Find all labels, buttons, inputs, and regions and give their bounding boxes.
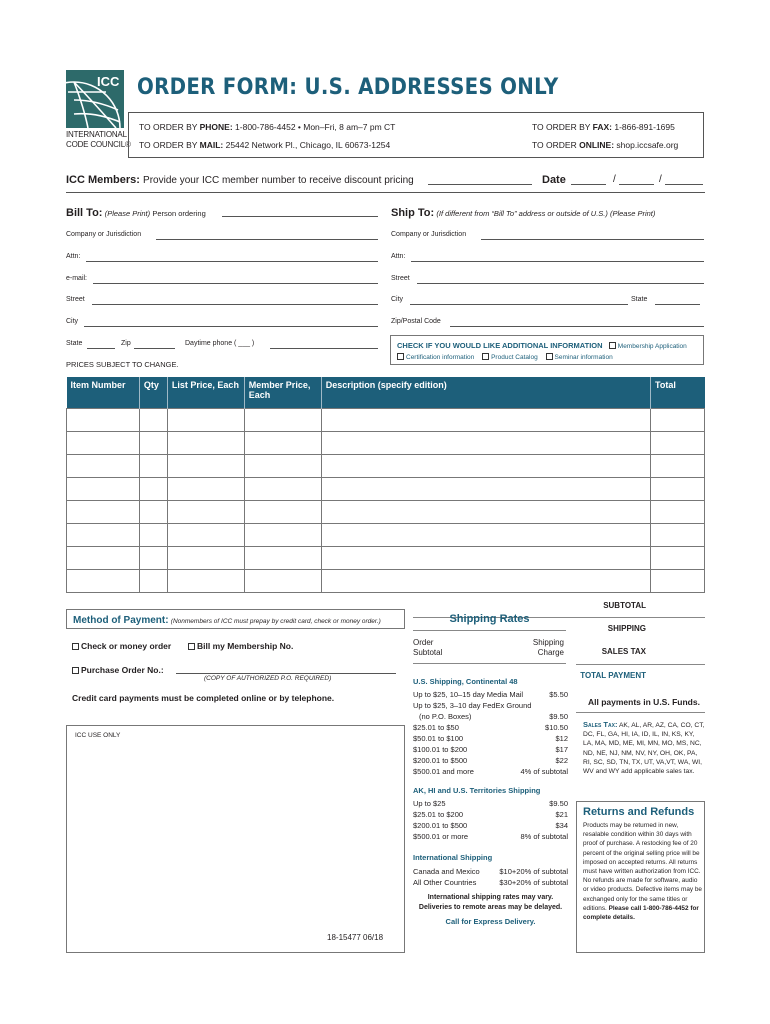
intl-shipping-title: International Shipping xyxy=(413,853,493,862)
ship-to-header: Ship To: (If different from “Bill To” address or outside of U.S.) (Please Print) xyxy=(391,207,656,219)
bill-membership-option[interactable]: Bill my Membership No. xyxy=(188,641,293,651)
table-cell[interactable] xyxy=(244,454,321,477)
rate-range: $500.01 and more xyxy=(413,767,474,776)
intl-shipping-note: International shipping rates may vary. Deliveries to remote areas may be delayed. xyxy=(418,894,563,911)
bill-phone-label: Daytime phone ( ___ ) xyxy=(185,340,255,347)
bill-email-field[interactable] xyxy=(93,275,378,284)
rate-range: $200.01 to $500 xyxy=(413,821,468,830)
bill-street-label: Street xyxy=(66,296,85,303)
table-cell[interactable] xyxy=(321,431,650,454)
order-fax: TO ORDER BY FAX: 1-866-891-1695 xyxy=(532,122,675,132)
table-cell[interactable] xyxy=(167,408,244,431)
table-cell[interactable] xyxy=(139,431,167,454)
table-cell[interactable] xyxy=(67,500,140,523)
table-cell[interactable] xyxy=(67,431,140,454)
ak-shipping-title: AK, HI and U.S. Territories Shipping xyxy=(413,786,541,795)
rate-charge: 8% of subtotal xyxy=(520,832,568,841)
shipping-rate-row xyxy=(413,809,568,820)
person-ordering-field[interactable] xyxy=(222,207,378,217)
rate-charge: $9.50 xyxy=(549,799,568,808)
divider xyxy=(413,663,566,664)
table-cell[interactable] xyxy=(67,523,140,546)
page-title: ORDER FORM: U.S. ADDRESSES ONLY xyxy=(137,75,559,100)
table-cell[interactable] xyxy=(67,569,140,592)
ship-company-field[interactable] xyxy=(481,231,704,240)
member-number-field[interactable] xyxy=(428,174,532,185)
bill-street-field[interactable] xyxy=(92,296,378,305)
table-row xyxy=(67,477,705,500)
icc-use-box xyxy=(66,725,405,953)
sales-tax-note: Sales Tax: AK, AL, AR, AZ, CA, CO, CT, DC, FL, GA, HI, IA, ID, IL, IN, KS, KY, LA, MA, MD, ME, MI, MN, MO, MS, NC, ND, NE, NJ, NM, NV, NY, OH, OK, PA, RI, SC, SD, TN, TX, UT, VA,VT, WA, WI, WV and WY add applicable sales tax. xyxy=(583,720,705,776)
table-cell[interactable] xyxy=(167,431,244,454)
bill-state-field[interactable] xyxy=(87,340,115,349)
ship-state-field[interactable] xyxy=(655,296,700,305)
rate-range: $25.01 to $50 xyxy=(413,723,459,732)
rate-range: $50.01 to $100 xyxy=(413,734,464,743)
table-cell[interactable] xyxy=(244,431,321,454)
sales-tax-label: SALES TAX xyxy=(601,647,646,656)
date-year-field[interactable] xyxy=(665,174,703,185)
payment-title: Method of Payment: (Nonmembers of ICC must prepay by credit card, check or money order.) xyxy=(73,615,381,626)
bill-state-label: State xyxy=(66,340,83,347)
divider xyxy=(576,664,705,665)
table-row xyxy=(67,500,705,523)
table-cell[interactable] xyxy=(67,546,140,569)
bill-city-field[interactable] xyxy=(84,318,378,327)
logo-text xyxy=(66,130,131,150)
table-cell[interactable] xyxy=(651,500,705,523)
rate-charge: $10.50 xyxy=(545,723,568,732)
returns-title: Returns and Refunds xyxy=(583,806,695,818)
table-cell[interactable] xyxy=(651,523,705,546)
date-slash-2: / xyxy=(659,174,662,185)
table-row xyxy=(67,454,705,477)
ship-city-label: City xyxy=(391,296,404,303)
rate-range: $25.01 to $200 xyxy=(413,810,464,819)
table-cell[interactable] xyxy=(321,454,650,477)
rate-range: (no P.O. Boxes) xyxy=(419,712,472,721)
shipping-rate-row xyxy=(413,755,568,766)
payment-header-box xyxy=(66,609,405,629)
table-cell[interactable] xyxy=(651,454,705,477)
ship-street-field[interactable] xyxy=(417,275,704,284)
table-cell[interactable] xyxy=(244,477,321,500)
table-row xyxy=(67,408,705,431)
table-row xyxy=(67,431,705,454)
bill-zip-field[interactable] xyxy=(134,340,175,349)
catalog-checkbox[interactable] xyxy=(482,353,489,360)
check-checkbox[interactable] xyxy=(72,643,79,650)
form-code: 18-15477 06/18 xyxy=(327,933,384,942)
po-note: (COPY OF AUTHORIZED P.O. REQUIRED) xyxy=(204,675,332,682)
shipping-rate-row xyxy=(413,831,568,842)
table-cell[interactable] xyxy=(244,408,321,431)
bill-attn-field[interactable] xyxy=(86,253,378,262)
table-cell[interactable] xyxy=(167,523,244,546)
rate-range: $500.01 or more xyxy=(413,832,469,841)
shipping-rate-row xyxy=(413,700,568,711)
shipping-rate-row xyxy=(413,711,568,722)
logo-line2: CODE COUNCIL® xyxy=(66,140,131,149)
credit-card-note: Credit card payments must be completed online or by telephone. xyxy=(72,693,335,703)
rate-charge: $5.50 xyxy=(549,690,568,699)
subtotal-label: SUBTOTAL xyxy=(603,601,646,610)
table-cell[interactable] xyxy=(139,454,167,477)
rate-range: $200.01 to $500 xyxy=(413,756,468,765)
table-cell[interactable] xyxy=(321,569,650,592)
rate-charge: $10+20% of subtotal xyxy=(499,867,568,876)
info-row-2: Certification information Product Catalog Seminar information xyxy=(397,353,613,361)
shipping-rate-row xyxy=(413,877,568,888)
ship-state-label: State xyxy=(631,296,648,303)
divider xyxy=(576,712,705,713)
table-cell[interactable] xyxy=(67,454,140,477)
rate-charge: 4% of subtotal xyxy=(520,767,568,776)
shipping-rates-title: Shipping Rates xyxy=(449,613,530,625)
table-cell[interactable] xyxy=(321,546,650,569)
rate-range: All Other Countries xyxy=(413,878,477,887)
table-cell[interactable] xyxy=(321,500,650,523)
table-cell[interactable] xyxy=(244,569,321,592)
returns-box xyxy=(576,801,705,953)
po-option[interactable]: Purchase Order No.: xyxy=(72,665,164,675)
total-payment-label: TOTAL PAYMENT xyxy=(580,671,646,680)
table-cell[interactable] xyxy=(139,546,167,569)
table-header-row xyxy=(67,377,705,408)
table-cell[interactable] xyxy=(167,500,244,523)
table-cell[interactable] xyxy=(244,523,321,546)
ship-company-label: Company or Jurisdiction xyxy=(391,231,467,238)
shipping-rate-row xyxy=(413,733,568,744)
col-description: Description (specify edition) xyxy=(321,377,650,408)
order-phone: TO ORDER BY PHONE: 1-800-786-4452 • Mon–Fri, 8 am–7 pm CT xyxy=(139,122,396,132)
table-cell[interactable] xyxy=(67,477,140,500)
col-list-price: List Price, Each xyxy=(167,377,244,408)
icc-use-label: ICC USE ONLY xyxy=(75,732,121,739)
rate-charge: $21 xyxy=(555,810,568,819)
table-cell[interactable] xyxy=(139,500,167,523)
ship-attn-field[interactable] xyxy=(411,253,704,262)
date-label: Date xyxy=(542,174,566,186)
col-item-number: Item Number xyxy=(67,377,140,408)
table-cell[interactable] xyxy=(139,477,167,500)
date-month-field[interactable] xyxy=(571,174,606,185)
bill-membership-checkbox[interactable] xyxy=(188,643,195,650)
logo-line1: INTERNATIONAL xyxy=(66,130,127,139)
shipping-charge-col: Shipping Charge xyxy=(532,638,564,657)
membership-checkbox[interactable] xyxy=(609,342,616,349)
order-online: TO ORDER ONLINE: shop.iccsafe.org xyxy=(532,140,679,150)
seminar-checkbox[interactable] xyxy=(546,353,553,360)
express-note: Call for Express Delivery. xyxy=(445,917,536,926)
icc-logo xyxy=(66,70,124,128)
order-methods-box xyxy=(128,112,704,158)
bill-city-label: City xyxy=(66,318,79,325)
col-qty: Qty xyxy=(139,377,167,408)
order-mail: TO ORDER BY MAIL: 25442 Network Pl., Chicago, IL 60673-1254 xyxy=(139,140,391,150)
additional-info-box xyxy=(390,335,704,365)
bill-email-label: e-mail: xyxy=(66,275,88,282)
rate-charge: $12 xyxy=(555,734,568,743)
shipping-rate-row xyxy=(413,722,568,733)
rate-charge: $30+20% of subtotal xyxy=(499,878,568,887)
rate-range: Up to $25, 3–10 day FedEx Ground xyxy=(413,701,532,710)
table-cell[interactable] xyxy=(167,569,244,592)
po-checkbox[interactable] xyxy=(72,667,79,674)
po-number-field[interactable] xyxy=(176,664,396,674)
us-shipping-list xyxy=(413,689,568,777)
us-shipping-title: U.S. Shipping, Continental 48 xyxy=(413,677,518,686)
globe-icon xyxy=(66,70,124,128)
date-slash-1: / xyxy=(613,174,616,185)
rate-charge: $17 xyxy=(555,745,568,754)
bill-attn-label: Attn: xyxy=(66,253,81,260)
shipping-rate-row xyxy=(413,866,568,877)
table-cell[interactable] xyxy=(139,408,167,431)
shipping-rate-row xyxy=(413,689,568,700)
order-subtotal-col: Order Subtotal xyxy=(413,638,443,657)
rate-range: Up to $25 xyxy=(413,799,446,808)
prices-note: PRICES SUBJECT TO CHANGE. xyxy=(66,360,179,369)
table-cell[interactable] xyxy=(321,477,650,500)
bill-zip-label: Zip xyxy=(121,340,131,347)
info-row-1: CHECK IF YOU WOULD LIKE ADDITIONAL INFORMATION Membership Application xyxy=(397,341,687,350)
certification-checkbox[interactable] xyxy=(397,353,404,360)
ak-shipping-list xyxy=(413,798,568,842)
check-option[interactable]: Check or money order xyxy=(72,641,171,651)
table-cell[interactable] xyxy=(139,569,167,592)
bill-company-field[interactable] xyxy=(156,231,378,240)
divider xyxy=(413,630,566,631)
bill-company-label: Company or Jurisdiction xyxy=(66,231,142,238)
table-cell[interactable] xyxy=(651,477,705,500)
table-cell[interactable] xyxy=(167,477,244,500)
ship-street-label: Street xyxy=(391,275,410,282)
bill-phone-field[interactable] xyxy=(270,340,378,349)
shipping-rate-row xyxy=(413,820,568,831)
shipping-rate-row xyxy=(413,744,568,755)
table-cell[interactable] xyxy=(321,408,650,431)
table-row xyxy=(67,523,705,546)
intl-shipping-list xyxy=(413,866,568,888)
table-cell[interactable] xyxy=(167,454,244,477)
table-row xyxy=(67,569,705,592)
rate-charge: $22 xyxy=(555,756,568,765)
us-funds-note: All payments in U.S. Funds. xyxy=(588,697,700,707)
rate-charge: $34 xyxy=(555,821,568,830)
divider xyxy=(66,192,705,193)
shipping-rate-row xyxy=(413,798,568,809)
items-table xyxy=(66,377,705,593)
shipping-rate-row xyxy=(413,766,568,777)
table-cell[interactable] xyxy=(651,546,705,569)
rate-range: Canada and Mexico xyxy=(413,867,480,876)
col-total: Total xyxy=(651,377,705,408)
ship-attn-label: Attn: xyxy=(391,253,406,260)
returns-text: Products may be returned in new, resalable condition within 30 days with proof of purchase. A restocking fee of 20 percent of the original selling price will be imposed on accepted returns. All returns must have written authorization from ICC. No refunds are made for software, audio or video products. Defective items may be exchanged only for the same titles or editions. Please call 1-800-786-4452 for complete details. xyxy=(583,822,702,922)
table-cell[interactable] xyxy=(651,569,705,592)
svg-text:ICC: ICC xyxy=(97,74,120,89)
bill-to-header: Bill To: (Please Print) Person ordering xyxy=(66,207,206,219)
table-cell[interactable] xyxy=(244,500,321,523)
ship-zip-label: Zip/Postal Code xyxy=(391,318,441,325)
col-member-price: Member Price, Each xyxy=(244,377,321,408)
shipping-label: SHIPPING xyxy=(607,624,646,633)
ship-city-field[interactable] xyxy=(410,296,628,305)
table-cell[interactable] xyxy=(139,523,167,546)
rate-range: Up to $25, 10–15 day Media Mail xyxy=(413,690,524,699)
ship-zip-field[interactable] xyxy=(450,318,704,327)
rate-range: $100.01 to $200 xyxy=(413,745,468,754)
table-cell[interactable] xyxy=(651,408,705,431)
date-day-field[interactable] xyxy=(619,174,654,185)
table-cell[interactable] xyxy=(651,431,705,454)
table-cell[interactable] xyxy=(244,546,321,569)
table-row xyxy=(67,546,705,569)
table-cell[interactable] xyxy=(67,408,140,431)
members-line: ICC Members: Provide your ICC member number to receive discount pricing xyxy=(66,174,414,186)
table-cell[interactable] xyxy=(167,546,244,569)
table-cell[interactable] xyxy=(321,523,650,546)
rate-charge: $9.50 xyxy=(549,712,568,721)
